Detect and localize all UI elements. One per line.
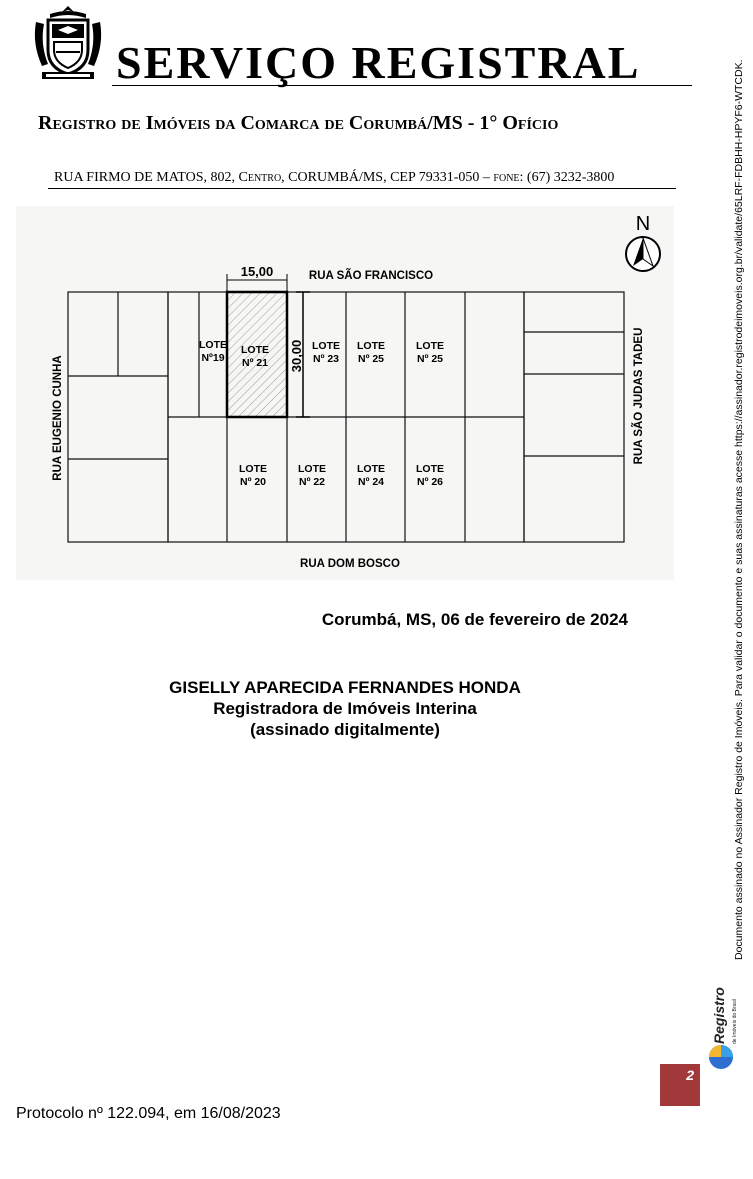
header-address (54, 170, 614, 186)
page-number-badge: 2 (660, 1064, 700, 1106)
lot-label: LOTE (357, 463, 385, 475)
signatory-role: Registradora de Imóveis Interina (213, 699, 477, 718)
depth-label: 30,00 (289, 339, 304, 373)
lot-label: LOTE (239, 463, 267, 475)
lot-label: LOTE (312, 340, 340, 352)
signature-note: (assinado digitalmente) (250, 720, 440, 739)
address-phone: : (67) 3232-3800 (519, 170, 615, 185)
street-west: RUA EUGENIO CUNHA (52, 355, 64, 481)
street-north: RUA SÃO FRANCISCO (308, 270, 434, 282)
address-district: Centro (238, 170, 282, 185)
lot-label: Nº 22 (298, 476, 326, 488)
block-outline (68, 292, 624, 542)
lot-label: Nº 21 (241, 357, 269, 369)
lot-label: LOTE (416, 463, 444, 475)
date-line: Corumbá, MS, 06 de fevereiro de 2024 (321, 610, 628, 629)
address-phone-label: fone (493, 170, 520, 185)
registro-logo (704, 980, 744, 1070)
width-label: 15,00 (240, 264, 274, 279)
lot-label: Nº 25 (357, 353, 385, 365)
street-east: RUA SÃO JUDAS TADEU (633, 327, 645, 465)
lot-label: Nº 25 (416, 353, 444, 365)
registro-logo-tag: de Imóveis do Brasil (732, 998, 738, 1044)
coat-of-arms-seal (28, 4, 108, 86)
header-subtitle: Registro de Imóveis da Comarca de Corumbá/MS - 1° Ofício (38, 112, 559, 134)
protocol-line: Protocolo nº 122.094, em 16/08/2023 (16, 1105, 281, 1122)
address-city: , CORUMBÁ/MS, CEP 79331-050 – (281, 170, 494, 185)
lot-label: Nº 26 (416, 476, 444, 488)
registro-logo-word: Registro (711, 987, 727, 1044)
lot-label: LOTE (416, 340, 444, 352)
north-arrow-icon (626, 237, 660, 271)
lot-label: LOTE (199, 339, 227, 351)
site-map (16, 206, 674, 580)
header-rule (112, 85, 692, 86)
digital-signature-note: Documento assinado no Assinador Registro de Imóveis. Para validar o documento e suas assinaturas acesse https://assinador.registrodeimoveis.org.br/validate/65LRF-FDBHH-HPYF6-WTCDK. (733, 59, 745, 960)
header-title: SERVIÇO REGISTRAL (116, 37, 641, 88)
signatory-name: GISELLY APARECIDA FERNANDES HONDA (169, 678, 521, 697)
signature-block (0, 677, 690, 740)
address-rule (48, 188, 676, 189)
lot-label: LOTE (357, 340, 385, 352)
street-south: RUA DOM BOSCO (300, 558, 400, 570)
lot-label: Nº 23 (312, 353, 340, 365)
lot-label: LOTE (298, 463, 326, 475)
address-street: RUA FIRMO DE MATOS, 802, (54, 170, 239, 185)
north-letter: N (635, 213, 651, 235)
lot-label: Nº 24 (357, 476, 385, 488)
lot-label: LOTE (241, 344, 269, 356)
lot-label: Nº19 (201, 352, 225, 364)
lot-label: Nº 20 (239, 476, 267, 488)
